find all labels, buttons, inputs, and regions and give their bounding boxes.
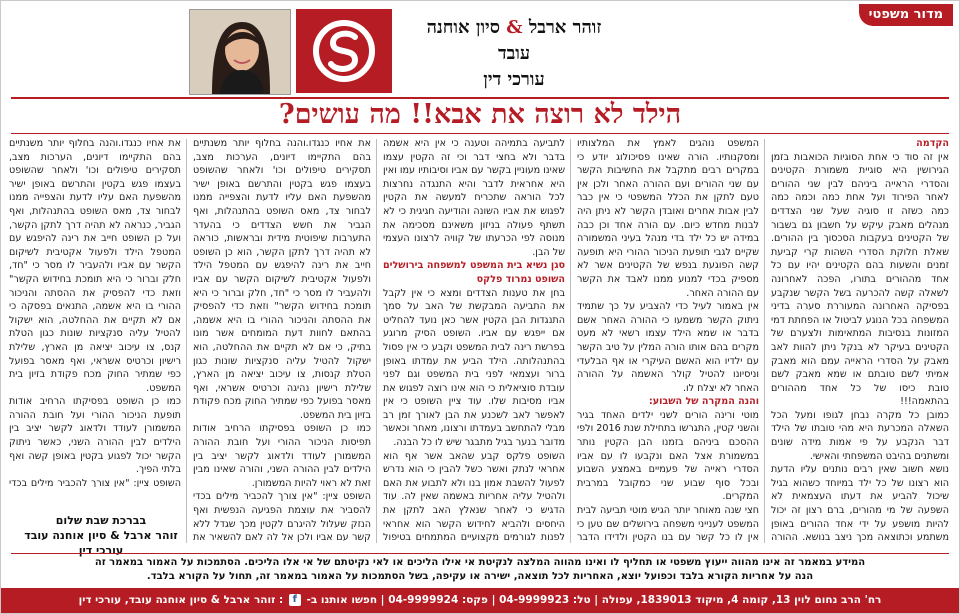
article-column-5 [9,137,181,487]
article-column-2 [577,137,759,545]
signoff-greeting: בברכת שבת שלום [55,514,147,527]
paragraph: כמובן כל מקרה נבחן לגופו ומעל הכל השאלה המכרעת היא מהי טובתו של הילד דבר הנקבע על פי אמות מידה שונים ומשתנים בהיבט המשפחתי והאישי. [771,409,949,462]
paragraph: כמו כן השופט בפסיקתו הרחיב אודות תפיסות הניכור ההורי ועל חובת ההורה המשמורן לעודד ולדאוג לקשר יציב בין הילדים לבין ההורה השני, והורה שאינו מבין זאת לא ראוי להיות המשמורן. [193,423,371,489]
headline-rule [11,133,949,134]
paragraph: נושא חשוב שאין רבים נותנים עליו הדעת הוא רצונו של כל ילד במיוחד כשהוא בגיל שיכול להביע את דעתו העצמאית לא השפעה של מי מהורים, ברם רצון זה יכול להיות מושפע על ידי אחד ההורים באופן משתמע וכתוצאה מכך ניצב בנושא. ההורה [771,464,949,544]
paragraph: בחן את טענות הצדדים ומצא כי אין לקבל את התביעה המבקשת של האב על סמך התנגדות הבן הקטין אשר כאן נועד להחליט אם ייפגש עם אביו. השופט הסיק מרוגע בפרשת רינה לבית המשפט וקבע כי אין פסול בהתנהלותה. הילד הביע את עמדתו באופן ברור ועצמאי לפני בית המשפט וגם לפני עובדת סוציאלית כי הוא אינו רוצה לפגוש את אביו מסיבות שלו. עוד ציין השופט כי אין לאפשר לאב לשכנע את הבן לאורך זמן רב מבלי להתחשב בעמדתו ורצונו, מאחר וכאשר מדובר בנער בגיל מתבגר שיש לו כל הבנה. [383,287,565,449]
paragraph: אין זה סוד כי אחת הסוגיות הכואבות בזמן הגירושין היא סוגיית משמורת הקטינים והסדרי הראייה ביניהם לבין שני ההורים לאחר הפירוד ועל אחת כמה וכמה כמה כמה כשזה זו סוגיה שעל שני הצדדים מנהלים מאבק עיקש על חשבון גם בשבור של הקטינים בעקבות הסכסוך בין ההורים. שאלת חלוקת הסדרי השהות קרי קביעת זמנים והשעות בהם הקטינים יהיו עם כל אחד מההורים בתורו, הפכה לאחרונה לשאלה קשה להכרעה בשל הקשר שנקבע בפסיקה האחרונה המעוררת סערה בדיני המשפחה בכל הנוגע לביטול או הפחתת דמי המזונות בנסיבות המתאימות ולצערם של הקטינים בעיקר לא בנקל ניתן להוות לאב מאבק על הסדרי הראייה עמם הוא מאבק אמיתי לשם טובתם או שמא מאבק לשם טובת כיסו של כל אחד מההורים בהתאמה!!! [771,151,949,408]
author-photo [189,9,291,95]
signoff [13,513,189,558]
authors-title: עורכי דין [483,69,545,90]
subheading: סגן נשיא בית המשפט למשפחה בירושלים השופט נמרוד פלקס [383,260,565,285]
disclaimer-line-1: המידע במאמר זה אינו מהווה ייעוץ משפטי או תחליף לו ואינו מהווה המלצה לנקיטת אי אילו הליכים או לאי נקיטתם של אי אלו הליכים. הסתמכות על האמור במאמר זה [94,557,866,568]
subheading: והנה המקרה של השבוע: [648,396,759,408]
paragraph: חצי שנה מאוחר יותר הגיש מוטי תביעה לבית המשפט לענייני משפחה בירושלים שם טען כי אין לו כל קשר עם בנו הקטין ולדידו הדבר [577,505,759,544]
column-divider [570,139,571,543]
headline: הילד לא רוצה את אבא!! מה עושים? [278,99,682,130]
author-ohana: סיון אוחנה עובד [426,17,531,64]
paragraph: המשפט נוהגים לאמץ את המלצותיו ומסקנותיו. הורה שאינו פסיכולוג יודע כי במקרים רבים מתקבל את החשיבות הקשר עם שני ההורים ועם ההורה האחר ולכן אין טעם לתקן את הכלל המשפטי כי אין כבר לבין אבות אחרים ואובדן הקשר לא ניתן היה לבנות מחדש כיום. עם הורה אחד וכן כבה במידה יש כל ילד בדי מנהל בעיני המשמורה שקיים לגבי תופעת הניכור ההורי היא תופעה קשה הפוגעת בנפש של הקטינים אשר לא מספיק בכדי למנוע ממנו לאבד את הקשר עם ההורה האחר. [577,138,759,299]
footer-address: רח' הרב נחום לוין 13, קומה 4, מיקוד 1839013, עפולה [601,594,882,606]
footer-firm: : זוהר ארבל & סיון אוחנה עובד, עורכי דין [78,594,284,606]
footer-phone: טל: 04-9999923 [499,594,591,606]
contact-footer: רח' הרב נחום לוין 13, קומה 4, מיקוד 1839013, עפולה | טל: 04-9999923 | פקס: 04-9999924 | חפשו אותנו ב- f : זוהר ארבל & סיון אוחנה עובד, עורכי דין [1,588,959,613]
paragraph: מוטי ורינה הורים לשני ילדים האחד בגיר והשני קטין, התגרשו בתחילת שנת 2016 ולפי ההסכם ביניהם בזמנו הבן הקטין נותר במשמורת אצל האם ונקבעו לו עם אביו הסדרי ראייה של פעמיים באמצע השבוע ובכל סוף שבוע שני כמקובל במרבית המקרים. [577,409,759,503]
column-divider [376,139,377,543]
subheading: הקדמה [916,138,949,149]
signoff-authors: זוהר ארבל & סיון אוחנה עובד עורכי דין [24,529,178,557]
column-divider [764,139,765,543]
paragraph: אין באמור לעיל כדי להצביע על כך שתמיד ניתוק הקשר משמעו כי ההורה האחר אשם בדבר או שמא הילד עצמו רשאי לא מעט מקרים בהם אותו הורה המלין על טיב הקשר עם ילדיו הוא האשם העיקרי או אף הבלעדי וניסיונו להטיל קולר האשמה על ההורה האחר לא יצלח לו. [577,301,759,394]
paragraph: השופט פלקס קבע שהאב אשר אף הוא אחראי לנתק ואשר כשל להבין כי הוא נדרש לפעול להשבת אמון בנו ולא לתבוע את האם ולהטיל עליה אחריות באשמה שאין לה. עוד הדגיש כי לאחר שנאלץ האב לתקן את היחסים ולהביא לחידוש הקשר הוא אחראי לפנות לגורמים מקצועיים המתמחים בטיפול [383,450,565,544]
portrait-photo-icon [190,10,290,94]
paragraph: השופט ציין: "אין צורך להכביר מילים בכדי [9,477,181,487]
article-column-4 [193,137,371,545]
paragraph: את אחיו כנגדו.והנה בחלוף יותר משנתיים בהם התקיימו דיונים, הערכות מצב, תסקירים טיפולים וכו' ולאחר שהשופט בעצמו פגש בקטין והתרשם באופן ישיר מהשפעת האם עליו לדעת והצפייה ממנו לבחור צד, מאס השופט בהתנהלות, ואף הגביר, כנראה לא תהיה דרך לתקן הקשר, ועל כן השופט חייב את רינה להיפגש עם המטפל הילד ולפעול אקטיבית לשיקום הקשר עם אביו ולהעביר לו מסר כי "חד, חלק וברור כי היא תומכת בחידוש הקשר" וזאת כדי להפסיק את ההסתה והניכור ההורי בו היא אשמה, התנאים בפסקה כי אם לא תקיים את ההחלטה, הוא ישקול להטיל עליה סנקציות שונות כגון הטלת קנס, צו עיכוב יציאה מן הארץ, שלילת רישיון וכרטיס אשראי, ואף מאסר בפועל כפי שמתיר החוק מכח פקודת בזיון בית המשפט. [9,138,181,394]
paragraph: כמו כן השופט בפסיקתו הרחיב אודות תופעת הניכור ההורי ועל חובת ההורה המשמורן לעודד ולדאוג לקשר יציב בין הילדים לבין ההורה השני, כאשר ניתוק הקשר יכול לפגוע בקטין באופן קשה ואף בלתי הפיך. [9,396,181,476]
disclaimer [11,553,949,584]
footer-search-text: חפשו אותנו ב- [306,594,378,606]
footer-fax: פקס: 04-9999924 [388,594,488,606]
authors-amp: & [506,17,523,38]
section-tag: מדור משפטי [859,4,953,26]
paragraph: את אחיו כנגדו.והנה בחלוף יותר משנתיים בהם התקיימו דיונים, הערכות מצב, תסקירים טיפולים וכו' ולאחר שהשופט בעצמו פגש בקטין והתרשם באופן ישיר מהשפעת האם עליו לדעת והצפייה ממנו לבחור צד, מאס השופט בהתנהלות, ואף הגביר את חשש הצדדים כי בהעדר התערבות שיפוטית מידית ובראשות, כוראה לא תהיה דרך לתקן הקשר, הוא כן השופט חייב את רינה להיפגש עם המטפל הילד ולפעול אקטיבית לשיקום הקשר עם אביו ולהעביר לו מסר כי "חד, חלק וברור כי היא תומכת בחידוש הקשר" וזאת כדי להפסיק את ההסתה והניכור ההורי בו היא אשמה, בהתאם לחוות דעת המומחים אשר מונו בתיק, כי אם לא תקיים את ההחלטה, הוא ישקול להטיל עליה סנקציות שונות כגון הטלת קנסות, צו עיכוב יציאה מן הארץ, שלילת רישיון נהיגה וכרטיס אשראי, ואף מאסר בפועל כפי שמתיר החוק מכח פקודת בזיון בית המשפט. [193,138,371,421]
authors-block [409,15,619,93]
article-column-1 [771,137,949,545]
firm-logo [296,9,392,93]
paragraph: לתביעה בתמיהה וטענה כי אין היא אשמה בדבר ולא בחצי דבר וכי זה הקטין עצמו שאינו מעוניין בקשר עם אביו וסיבותיו עמו ואין היא אחראית לדבר והיא התנגדה נחרצות לכל הוראה שתכריח למעשה את הקטין לפגוש את אביו השונה והודיעה חגיגית כי לא תשתף פעולה בניזון משאינם מסכימה את מנוסה לפי הכרעתו של קוויה לרצונו העצמי של הבן. [383,138,565,258]
s-logo-icon [309,16,379,86]
paragraph: השופט ציין: "אין צורך להכביר מילים בכדי להסביר את עוצמת הפגיעה הנפשית ואף הנזק שעלול להיגרם לקטין מכך שגדל ללא קשר עם אביו ולכן אל לה לאם להשאיר את [193,491,371,544]
facebook-icon[interactable]: f [289,594,301,606]
authors-names [409,15,619,67]
author-arbel: זוהר ארבל [528,17,602,38]
column-divider [186,139,187,543]
article-column-3 [383,137,565,545]
disclaimer-line-2: הנה על אחריות הקורא בלבד וכפועל יוצא, האחריות לכל תוצאה, ישירה או עקיפה, בשל הסתמכות על האמור במאמר זה, תחול על הקורא בלבד. [146,571,814,582]
